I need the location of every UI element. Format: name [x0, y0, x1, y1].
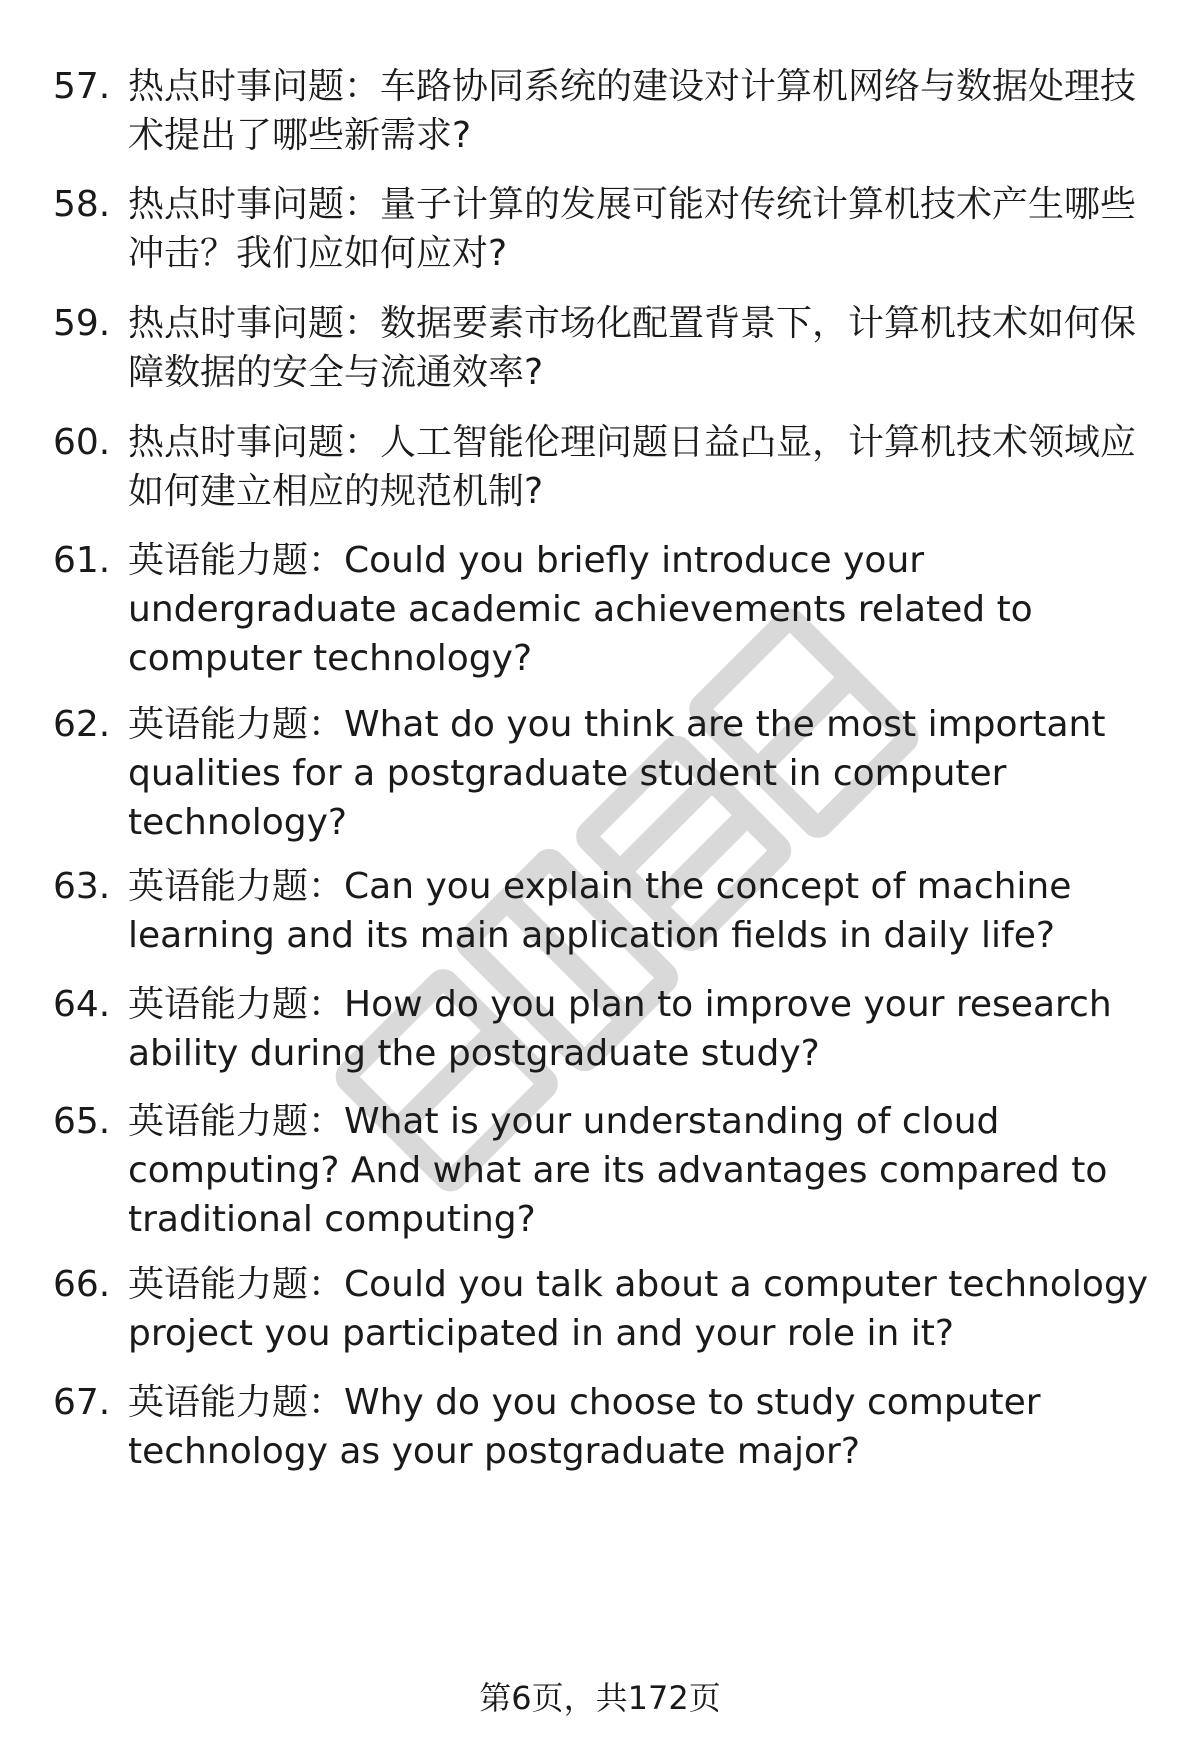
- question-number: 65.: [53, 1101, 111, 1142]
- question-text: [128, 700, 1148, 847]
- question-text: [128, 1378, 1148, 1476]
- question-text-line: ability during the postgraduate study?: [128, 1033, 820, 1074]
- question-text-line: traditional computing?: [128, 1199, 536, 1240]
- question-text-line: 术提出了哪些新需求?: [128, 115, 472, 156]
- question-text-line: learning and its main application fields in daily life?: [128, 915, 1055, 956]
- question-text-line: 热点时事问题：量子计算的发展可能对传统计算机技术产生哪些: [128, 184, 1137, 225]
- question-number: 66.: [53, 1264, 111, 1305]
- question-number: 63.: [53, 866, 111, 907]
- question-text-line: 热点时事问题：数据要素市场化配置背景下，计算机技术如何保: [128, 303, 1137, 344]
- question-text: [128, 1097, 1148, 1244]
- question-text-line: 英语能力题：Could you briefly introduce your: [128, 540, 925, 581]
- question-text-line: computer technology?: [128, 638, 533, 679]
- question-text: [128, 299, 1148, 397]
- question-number: 62.: [53, 704, 111, 745]
- question-text-line: computing? And what are its advantages compared to: [128, 1150, 1108, 1191]
- question-text: [128, 180, 1148, 278]
- question-number: 60.: [53, 422, 111, 463]
- question-text-line: technology as your postgraduate major?: [128, 1431, 860, 1472]
- question-text-line: 热点时事问题：车路协同系统的建设对计算机网络与数据处理技: [128, 66, 1137, 107]
- question-text-line: 如何建立相应的规范机制?: [128, 471, 544, 512]
- question-text-line: 英语能力题：What is your understanding of cloud: [128, 1101, 1000, 1142]
- question-number: 59.: [53, 303, 111, 344]
- page-number-footer: 第6页，共172页: [479, 1679, 721, 1717]
- question-text: [128, 980, 1148, 1078]
- question-text-line: technology?: [128, 802, 348, 843]
- question-text-line: 障数据的安全与流通效率?: [128, 352, 544, 393]
- question-number: 57.: [53, 66, 111, 107]
- question-text-line: qualities for a postgraduate student in computer: [128, 753, 1007, 794]
- question-text: [128, 536, 1148, 683]
- question-text: [128, 418, 1148, 516]
- question-text-line: 热点时事问题：人工智能伦理问题日益凸显，计算机技术领域应: [128, 422, 1137, 463]
- question-text-line: 英语能力题：How do you plan to improve your research: [128, 984, 1112, 1025]
- question-text-line: 英语能力题：What do you think are the most important: [128, 704, 1106, 745]
- question-number: 61.: [53, 540, 111, 581]
- question-number: 58.: [53, 184, 111, 225]
- question-number: 67.: [53, 1382, 111, 1423]
- question-text: [128, 862, 1148, 960]
- question-text-line: project you participated in and your role in it?: [128, 1313, 955, 1354]
- question-text-line: 冲击？我们应如何应对?: [128, 233, 508, 274]
- question-text: [128, 1260, 1148, 1358]
- question-text-line: 英语能力题：Why do you choose to study computer: [128, 1382, 1041, 1423]
- question-text-line: 英语能力题：Can you explain the concept of machine: [128, 866, 1072, 907]
- question-text: [128, 62, 1148, 160]
- question-text-line: 英语能力题：Could you talk about a computer technology: [128, 1264, 1149, 1305]
- question-text-line: undergraduate academic achievements related to: [128, 589, 1033, 630]
- question-number: 64.: [53, 984, 111, 1025]
